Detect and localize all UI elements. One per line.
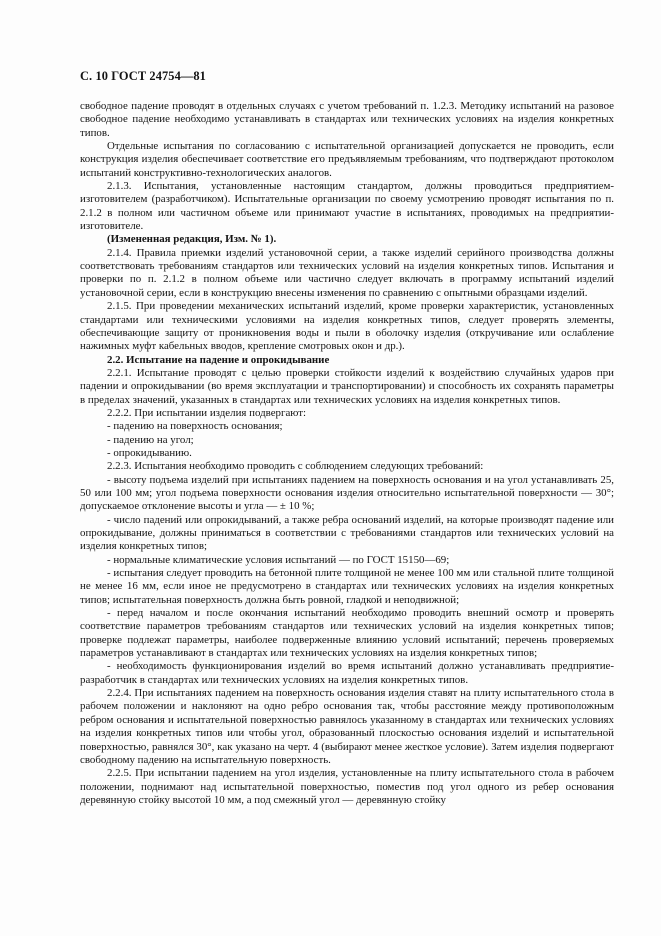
paragraph-2-2-5: 2.2.5. При испытании падением на угол изделия, установленные на плиту испытательного стола в рабочем положении, поднимают над испытательной поверхностью, поместив под угол одного из ребер основания деревянную стойку высотой 10 мм, а под смежный угол — деревянную стойку: [80, 767, 614, 806]
paragraph: свободное падение проводят в отдельных случаях с учетом требований п. 1.2.3. Методику испытаний на разовое свободное падение необходимо устанавливать в стандартах или технических условиях на изделия конкретных типов.: [80, 100, 614, 139]
paragraph-2-1-3: 2.1.3. Испытания, установленные настоящим стандартом, должны проводиться предприятием-изготовителем (разработчиком). Испытательные организации по своему усмотрению проводят испытания по п. 2.1.2 в полном или частичном объеме или принимают участие в испытаниях, проводимых на предприятии-изготовителе.: [80, 180, 614, 233]
requirement-item: - нормальные климатические условия испытаний — по ГОСТ 15150—69;: [107, 553, 450, 566]
requirement-item: - необходимость функционирования изделий во время испытаний должно устанавливать предприятие-разработчик в стандартах или технических условиях на изделия конкретных типов.: [80, 660, 614, 686]
list-item: - падению на поверхность основания;: [107, 420, 283, 433]
list-item: - опрокидыванию.: [107, 446, 192, 459]
list-item: - падению на угол;: [107, 433, 194, 446]
paragraph-2-1-5: 2.1.5. При проведении механических испытаний изделий, кроме проверки характеристик, установленных стандартами или техническими условиями на изделия конкретных типов, следует проверять элементы, обеспечивающие защиту от проникновения воды и пыли в оболочку изделия (откручивание или ослабление нажимных муфт кабельных вводов, крепление смотровых окон и др.).: [80, 300, 614, 353]
paragraph: Отдельные испытания по согласованию с испытательной организацией допускается не проводить, если конструкция изделия обеспечивает соответствие его предъявляемым требованиям, что подтверждают протоколом испытаний конструктивно-технологических аналогов.: [80, 140, 614, 179]
paragraph-2-1-4: 2.1.4. Правила приемки изделий установочной серии, а также изделий серийного производства должны соответствовать требованиям стандартов или технических условий на изделия конкретных типов. Испытания и проверки по п. 2.1.2 в полном объеме или частично следует включать в программу испытаний изделий установочной серии, если в конструкцию внесены изменения по сравнению с опытными образцами изделий.: [80, 246, 614, 299]
paragraph-2-2-2: 2.2.2. При испытании изделия подвергают:: [107, 406, 307, 419]
requirement-item: - число падений или опрокидываний, а также ребра оснований изделий, на которые производят падение или опрокидывание, должны приниматься в соответствии с требованиями стандартов или технических условий на изделия конкретных типов;: [80, 513, 614, 553]
section-heading: 2.2. Испытание на падение и опрокидывание: [107, 353, 330, 366]
page-header: С. 10 ГОСТ 24754—81: [80, 69, 206, 83]
requirement-item: - перед началом и после окончания испытаний необходимо проводить внешний осмотр и проверять соответствие параметров требованиям стандартов или технических условий на изделия конкретных типов; проверке подлежат параметры, наиболее подверженные влиянию условий испытаний; перечень проверяемых параметров устанавливают в стандартах или технических условиях на изделия конкретных типов;: [80, 607, 614, 660]
page-body: [80, 100, 614, 807]
requirement-item: - испытания следует проводить на бетонной плите толщиной не менее 100 мм или стальной плите толщиной не менее 16 мм, если иное не предусмотрено в стандартах или технических условиях на изделия конкретных типов; испытательная поверхность должна быть ровной, гладкой и неподвижной;: [80, 567, 614, 606]
amendment-note: (Измененная редакция, Изм. № 1).: [107, 233, 277, 246]
paragraph-2-2-4: 2.2.4. При испытаниях падением на поверхность основания изделия ставят на плиту испытательного стола в рабочем положении и наклоняют на одно ребро основания так, чтобы расстояние между противоположным ребром основания и испытательной поверхностью равнялось указанному в стандартах или технических условиях на изделия конкретных типов или чтобы угол, образованный плоскостью основания изделий и испытательной поверхностью, равнялся 30°, как указано на черт. 4 (выбирают менее жесткое условие). Затем изделия подвергают свободному падению на испытательную поверхность.: [80, 687, 614, 766]
paragraph-2-2-1: 2.2.1. Испытание проводят с целью проверки стойкости изделий к воздействию случайных ударов при падении и опрокидывании (во время эксплуатации и транспортировании) и способность их сохранять параметры в пределах значений, указанных в стандартах или технических условиях на изделия конкретных типов.: [80, 366, 614, 406]
paragraph-2-2-3: 2.2.3. Испытания необходимо проводить с соблюдением следующих требований:: [107, 460, 484, 473]
requirement-item: - высоту подъема изделий при испытаниях падением на поверхность основания и на угол устанавливать 25, 50 или 100 мм; угол подъема поверхности основания изделия относительно испытательной поверхности — 30°; допускаемое отклонение высоты и угла — ± 10 %;: [80, 473, 614, 513]
